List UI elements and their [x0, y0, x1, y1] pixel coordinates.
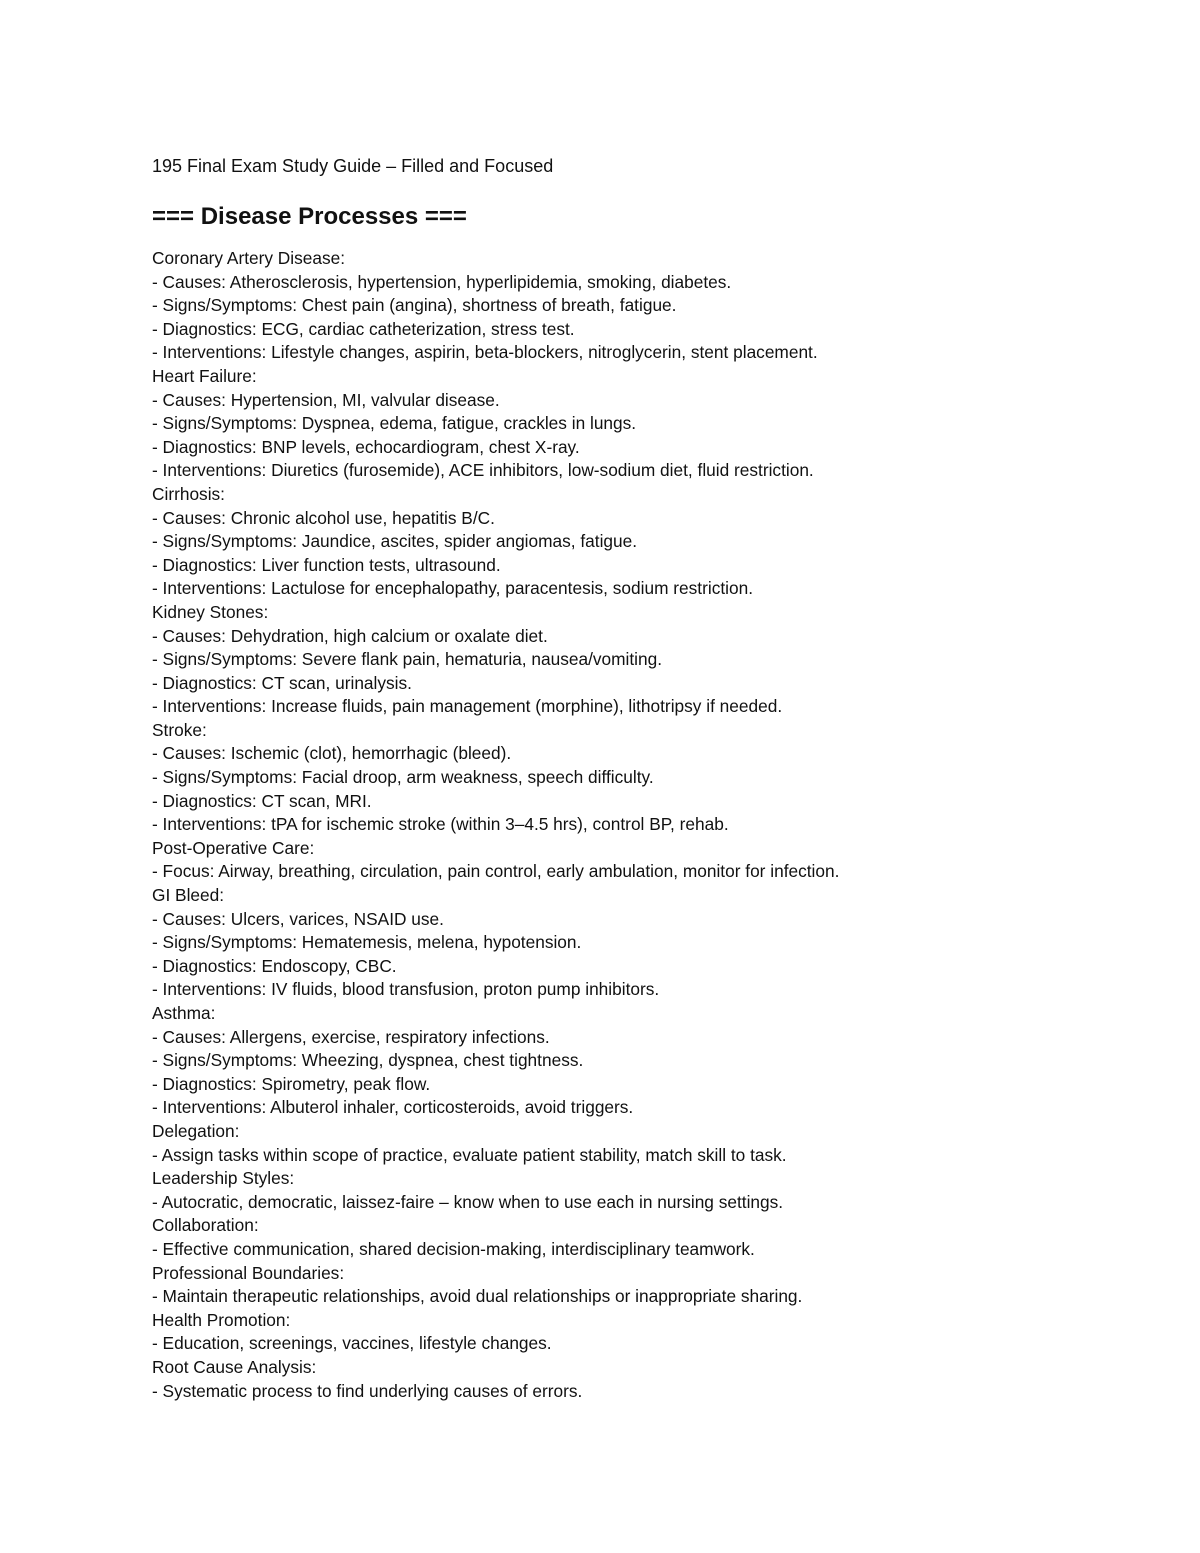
topic-detail-line: - Causes: Hypertension, MI, valvular disease.	[152, 389, 500, 410]
topic-detail-line: - Assign tasks within scope of practice, evaluate patient stability, match skill to task.	[152, 1144, 787, 1165]
topic-detail-line: - Diagnostics: Spirometry, peak flow.	[152, 1073, 431, 1094]
topic-detail-line: - Signs/Symptoms: Dyspnea, edema, fatigue, crackles in lungs.	[152, 413, 637, 434]
topic-detail-line: - Signs/Symptoms: Severe flank pain, hematuria, nausea/vomiting.	[152, 649, 663, 670]
topic-detail-line: - Maintain therapeutic relationships, avoid dual relationships or inappropriate sharing.	[152, 1286, 803, 1307]
document-title: 195 Final Exam Study Guide – Filled and Focused	[152, 156, 554, 176]
topic-detail-line: - Causes: Chronic alcohol use, hepatitis B/C.	[152, 507, 495, 528]
topic-heading: Heart Failure:	[152, 365, 257, 386]
topic-detail-line: - Diagnostics: BNP levels, echocardiogram, chest X-ray.	[152, 436, 580, 457]
topic-detail-line: - Interventions: Increase fluids, pain management (morphine), lithotripsy if needed.	[152, 696, 783, 717]
topic-detail-line: - Interventions: Albuterol inhaler, corticosteroids, avoid triggers.	[152, 1097, 634, 1118]
topic-heading: Leadership Styles:	[152, 1168, 295, 1189]
topic-detail-line: - Signs/Symptoms: Facial droop, arm weakness, speech difficulty.	[152, 767, 654, 788]
topic-heading: Asthma:	[152, 1003, 216, 1023]
topic-detail-line: - Signs/Symptoms: Wheezing, dyspnea, chest tightness.	[152, 1050, 584, 1071]
topic-heading: Coronary Artery Disease:	[152, 248, 346, 268]
topic-detail-line: - Systematic process to find underlying causes of errors.	[152, 1380, 583, 1401]
topic-detail-line: - Causes: Atherosclerosis, hypertension, hyperlipidemia, smoking, diabetes.	[152, 271, 732, 292]
topic-detail-line: - Signs/Symptoms: Chest pain (angina), shortness of breath, fatigue.	[152, 295, 677, 316]
topic-heading: Health Promotion:	[152, 1309, 291, 1330]
topic-detail-line: - Focus: Airway, breathing, circulation, pain control, early ambulation, monitor for infection.	[152, 861, 840, 882]
topic-detail-line: - Diagnostics: Liver function tests, ultrasound.	[152, 554, 501, 575]
topic-heading: Kidney Stones:	[152, 601, 269, 622]
topic-detail-line: - Diagnostics: CT scan, MRI.	[152, 790, 372, 811]
topic-detail-line: - Signs/Symptoms: Hematemesis, melena, hypotension.	[152, 932, 582, 953]
topic-heading: Stroke:	[152, 719, 207, 740]
study-guide-lines	[152, 247, 839, 1403]
topic-detail-line: - Causes: Ischemic (clot), hemorrhagic (bleed).	[152, 743, 512, 764]
topic-detail-line: - Causes: Ulcers, varices, NSAID use.	[152, 908, 444, 929]
topic-detail-line: - Interventions: Diuretics (furosemide), ACE inhibitors, low-sodium diet, fluid restriction.	[152, 460, 814, 481]
topic-heading: Cirrhosis:	[152, 483, 225, 504]
topic-heading: GI Bleed:	[152, 885, 225, 906]
topic-detail-line: - Autocratic, democratic, laissez-faire – know when to use each in nursing settings.	[152, 1191, 784, 1212]
topic-detail-line: - Interventions: tPA for ischemic stroke (within 3–4.5 hrs), control BP, rehab.	[152, 814, 729, 835]
topic-detail-line: - Signs/Symptoms: Jaundice, ascites, spider angiomas, fatigue.	[152, 531, 638, 552]
topic-detail-line: - Interventions: Lifestyle changes, aspirin, beta-blockers, nitroglycerin, stent placement.	[152, 342, 818, 363]
document-page	[152, 154, 1152, 1401]
topic-detail-line: - Effective communication, shared decision-making, interdisciplinary teamwork.	[152, 1238, 755, 1259]
topic-heading: Delegation:	[152, 1120, 240, 1141]
topic-heading: Professional Boundaries:	[152, 1262, 345, 1283]
topic-detail-line: - Causes: Dehydration, high calcium or oxalate diet.	[152, 625, 548, 646]
topic-detail-line: - Interventions: IV fluids, blood transfusion, proton pump inhibitors.	[152, 979, 660, 1000]
topic-heading: Post-Operative Care:	[152, 837, 315, 858]
section-heading: === Disease Processes ===	[152, 203, 467, 230]
topic-detail-line: - Causes: Allergens, exercise, respiratory infections.	[152, 1026, 550, 1047]
topic-detail-line: - Diagnostics: ECG, cardiac catheterization, stress test.	[152, 318, 575, 339]
topic-detail-line: - Diagnostics: Endoscopy, CBC.	[152, 955, 397, 976]
topic-detail-line: - Diagnostics: CT scan, urinalysis.	[152, 672, 412, 693]
topic-detail-line: - Education, screenings, vaccines, lifestyle changes.	[152, 1333, 552, 1354]
topic-heading: Root Cause Analysis:	[152, 1356, 317, 1377]
topic-detail-line: - Interventions: Lactulose for encephalopathy, paracentesis, sodium restriction.	[152, 578, 754, 599]
topic-heading: Collaboration:	[152, 1215, 259, 1236]
